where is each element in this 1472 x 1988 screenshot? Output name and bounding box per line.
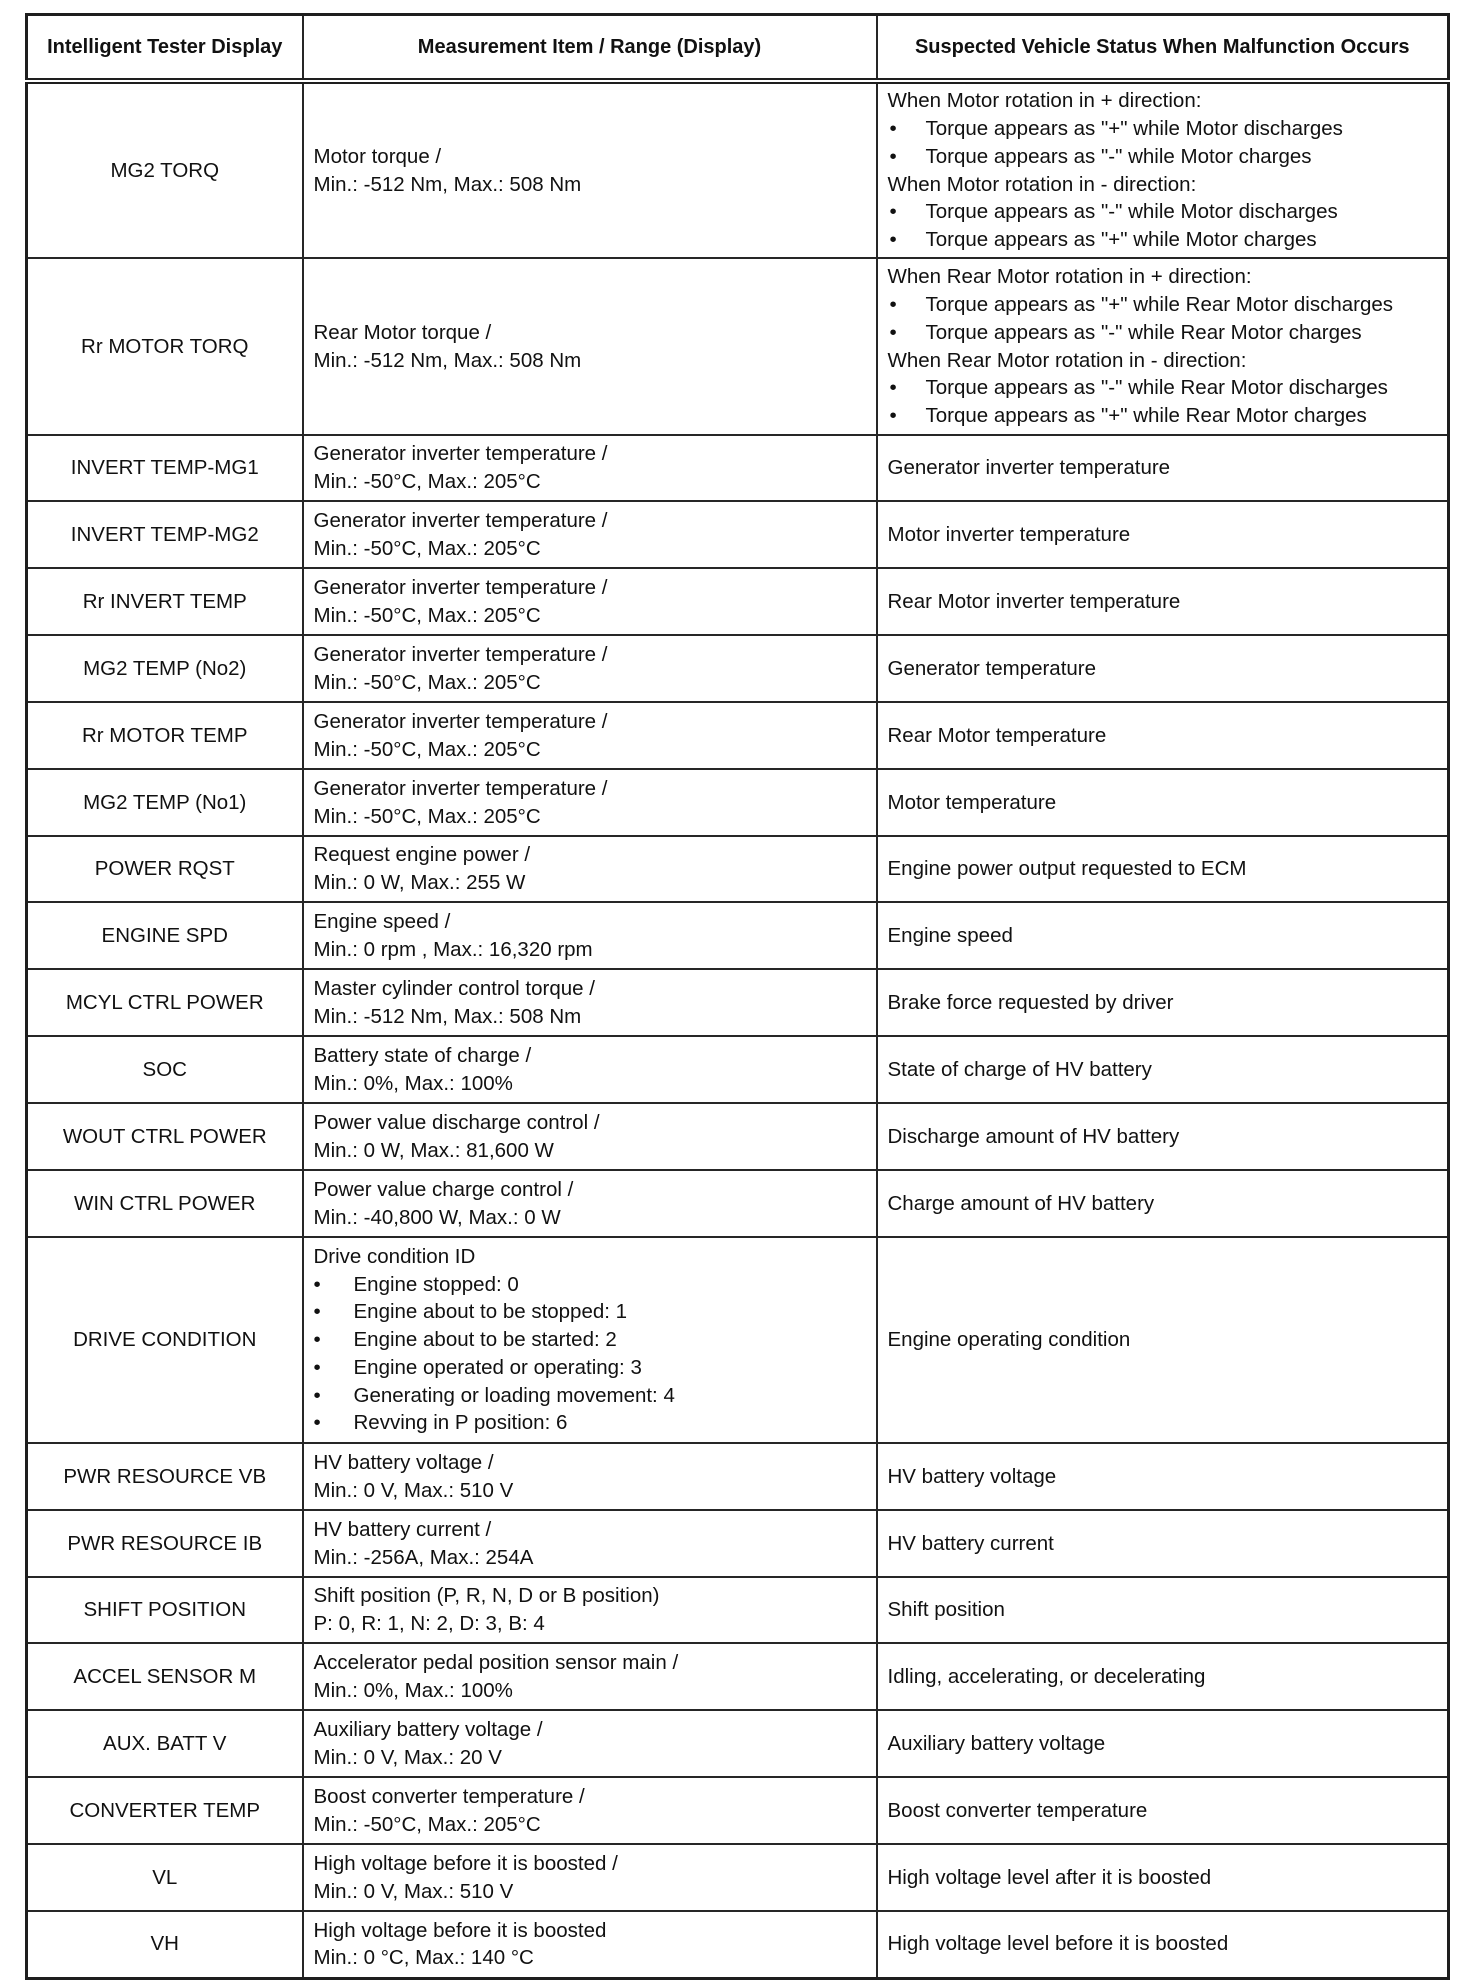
status-line: Motor temperature bbox=[887, 790, 1057, 814]
cell-measurement bbox=[303, 1844, 877, 1911]
status-line: Discharge amount of HV battery bbox=[887, 1124, 1180, 1148]
cell-tester-display: INVERT TEMP-MG1 bbox=[27, 435, 303, 501]
table-row bbox=[27, 1911, 1449, 1978]
cell-tester-display: SOC bbox=[27, 1036, 303, 1103]
status-line: When Motor rotation in + direction: bbox=[887, 89, 1202, 113]
cell-measurement bbox=[303, 568, 877, 635]
cell-suspected-status bbox=[877, 1510, 1449, 1577]
table-row bbox=[27, 1844, 1449, 1911]
cell-tester-display: ACCEL SENSOR M bbox=[27, 1643, 303, 1710]
cell-suspected-status bbox=[877, 1036, 1449, 1103]
status-line: Motor inverter temperature bbox=[887, 522, 1131, 546]
cell-tester-display: CONVERTER TEMP bbox=[27, 1777, 303, 1844]
table-row bbox=[27, 501, 1449, 568]
table-row bbox=[27, 702, 1449, 769]
cell-measurement bbox=[303, 501, 877, 568]
status-line: Brake force requested by driver bbox=[887, 990, 1174, 1014]
measurement-line: Min.: 0 V, Max.: 510 V bbox=[313, 1879, 514, 1903]
status-line: When Motor rotation in - direction: bbox=[887, 172, 1197, 196]
table-header-row bbox=[27, 15, 1449, 82]
status-line: Boost converter temperature bbox=[887, 1798, 1148, 1822]
cell-suspected-status bbox=[877, 81, 1449, 258]
measurement-line: Shift position (P, R, N, D or B position) bbox=[313, 1584, 660, 1608]
measurement-line: Generator inverter temperature / bbox=[313, 776, 608, 800]
cell-tester-display: Rr MOTOR TORQ bbox=[27, 258, 303, 435]
cell-tester-display: AUX. BATT V bbox=[27, 1710, 303, 1777]
table-row bbox=[27, 902, 1449, 969]
cell-suspected-status bbox=[877, 1710, 1449, 1777]
table-body bbox=[27, 81, 1449, 1978]
table-row bbox=[27, 1643, 1449, 1710]
status-line: Auxiliary battery voltage bbox=[887, 1731, 1106, 1755]
cell-suspected-status bbox=[877, 969, 1449, 1036]
status-line: Generator inverter temperature bbox=[887, 456, 1171, 480]
cell-tester-display: Rr MOTOR TEMP bbox=[27, 702, 303, 769]
table-row bbox=[27, 1036, 1449, 1103]
cell-tester-display: WIN CTRL POWER bbox=[27, 1170, 303, 1237]
table-row bbox=[27, 1237, 1449, 1443]
measurement-bullet: • Engine stopped: 0 bbox=[314, 1271, 866, 1299]
cell-tester-display: ENGINE SPD bbox=[27, 902, 303, 969]
measurement-line: Min.: -50°C, Max.: 205°C bbox=[313, 536, 541, 560]
table-row bbox=[27, 769, 1449, 836]
measurement-line: Min.: -40,800 W, Max.: 0 W bbox=[313, 1205, 561, 1229]
cell-measurement bbox=[303, 1510, 877, 1577]
cell-measurement bbox=[303, 1237, 877, 1443]
measurement-bullet: • Engine operated or operating: 3 bbox=[314, 1354, 866, 1382]
cell-measurement bbox=[303, 1577, 877, 1643]
cell-measurement bbox=[303, 81, 877, 258]
measurement-bullet: • Engine about to be started: 2 bbox=[314, 1326, 866, 1354]
measurement-line: Master cylinder control torque / bbox=[313, 976, 595, 1000]
cell-tester-display: POWER RQST bbox=[27, 836, 303, 902]
status-bullet: • Torque appears as "+" while Rear Motor discharges bbox=[888, 291, 1438, 319]
table-row bbox=[27, 635, 1449, 702]
cell-measurement bbox=[303, 1170, 877, 1237]
cell-suspected-status bbox=[877, 635, 1449, 702]
cell-measurement bbox=[303, 1036, 877, 1103]
cell-measurement bbox=[303, 902, 877, 969]
status-line: Rear Motor inverter temperature bbox=[887, 589, 1181, 613]
status-line: Engine power output requested to ECM bbox=[887, 857, 1247, 881]
cell-suspected-status bbox=[877, 702, 1449, 769]
measurement-line: Min.: 0%, Max.: 100% bbox=[313, 1678, 513, 1702]
cell-suspected-status bbox=[877, 1577, 1449, 1643]
measurement-line: Min.: 0 °C, Max.: 140 °C bbox=[313, 1946, 534, 1970]
measurement-line: Generator inverter temperature / bbox=[313, 575, 608, 599]
measurement-line: Engine speed / bbox=[313, 909, 451, 933]
measurement-line: High voltage before it is boosted bbox=[313, 1918, 607, 1942]
measurement-line: Request engine power / bbox=[313, 843, 531, 867]
cell-suspected-status bbox=[877, 258, 1449, 435]
cell-suspected-status bbox=[877, 435, 1449, 501]
cell-suspected-status bbox=[877, 1170, 1449, 1237]
measurement-line: Min.: -50°C, Max.: 205°C bbox=[313, 670, 541, 694]
cell-measurement bbox=[303, 1103, 877, 1170]
status-line: High voltage level after it is boosted bbox=[887, 1865, 1212, 1889]
status-line: Generator temperature bbox=[887, 656, 1097, 680]
status-bullet: • Torque appears as "-" while Rear Motor charges bbox=[888, 319, 1438, 347]
cell-suspected-status bbox=[877, 836, 1449, 902]
measurement-line: Min.: 0 W, Max.: 255 W bbox=[313, 871, 526, 894]
cell-tester-display: MG2 TEMP (No1) bbox=[27, 769, 303, 836]
measurement-line: Power value discharge control / bbox=[313, 1110, 600, 1134]
measurement-line: Power value charge control / bbox=[313, 1177, 574, 1201]
table-row bbox=[27, 435, 1449, 501]
measurement-line: Boost converter temperature / bbox=[313, 1784, 585, 1808]
cell-suspected-status bbox=[877, 1443, 1449, 1510]
data-list-table bbox=[25, 13, 1450, 1980]
cell-tester-display: MG2 TORQ bbox=[27, 81, 303, 258]
cell-suspected-status bbox=[877, 568, 1449, 635]
cell-tester-display: INVERT TEMP-MG2 bbox=[27, 501, 303, 568]
table-row bbox=[27, 1777, 1449, 1844]
measurement-bullet: • Revving in P position: 6 bbox=[314, 1409, 866, 1437]
cell-measurement bbox=[303, 769, 877, 836]
status-line: Idling, accelerating, or decelerating bbox=[887, 1664, 1206, 1688]
measurement-line: Motor torque / bbox=[313, 144, 442, 168]
measurement-line: Accelerator pedal position sensor main / bbox=[313, 1650, 679, 1674]
measurement-line: Generator inverter temperature / bbox=[313, 709, 608, 733]
measurement-line: High voltage before it is boosted / bbox=[313, 1851, 618, 1875]
table-row bbox=[27, 81, 1449, 258]
status-line: Engine operating condition bbox=[887, 1328, 1131, 1352]
measurement-line: Min.: 0%, Max.: 100% bbox=[313, 1071, 513, 1095]
measurement-line: Min.: -50°C, Max.: 205°C bbox=[313, 1812, 541, 1836]
status-line: When Rear Motor rotation in + direction: bbox=[887, 265, 1252, 289]
cell-measurement bbox=[303, 1911, 877, 1978]
status-bullet: • Torque appears as "+" while Rear Motor charges bbox=[888, 402, 1438, 430]
status-line: High voltage level before it is boosted bbox=[887, 1932, 1229, 1956]
measurement-line: Rear Motor torque / bbox=[313, 320, 492, 344]
status-bullet: • Torque appears as "+" while Motor charges bbox=[888, 226, 1438, 254]
cell-suspected-status bbox=[877, 1643, 1449, 1710]
status-bullet: • Torque appears as "-" while Motor discharges bbox=[888, 198, 1438, 226]
measurement-line: Min.: -50°C, Max.: 205°C bbox=[313, 603, 541, 627]
measurement-line: Min.: 0 V, Max.: 510 V bbox=[313, 1478, 514, 1502]
table-row bbox=[27, 1170, 1449, 1237]
cell-measurement bbox=[303, 258, 877, 435]
table-row bbox=[27, 1443, 1449, 1510]
cell-measurement bbox=[303, 702, 877, 769]
measurement-bullet: • Generating or loading movement: 4 bbox=[314, 1382, 866, 1410]
cell-suspected-status bbox=[877, 902, 1449, 969]
table-row bbox=[27, 1577, 1449, 1643]
table-row bbox=[27, 1710, 1449, 1777]
measurement-title: Drive condition ID bbox=[313, 1245, 476, 1269]
cell-measurement bbox=[303, 635, 877, 702]
status-line: HV battery current bbox=[887, 1531, 1054, 1555]
measurement-line: P: 0, R: 1, N: 2, D: 3, B: 4 bbox=[313, 1612, 545, 1635]
measurement-line: Battery state of charge / bbox=[313, 1043, 532, 1067]
cell-measurement bbox=[303, 1710, 877, 1777]
cell-tester-display: VH bbox=[27, 1911, 303, 1978]
cell-measurement bbox=[303, 1443, 877, 1510]
cell-suspected-status bbox=[877, 1844, 1449, 1911]
status-bullet: • Torque appears as "-" while Rear Motor discharges bbox=[888, 374, 1438, 402]
cell-tester-display: PWR RESOURCE IB bbox=[27, 1510, 303, 1577]
cell-measurement bbox=[303, 1777, 877, 1844]
cell-tester-display: WOUT CTRL POWER bbox=[27, 1103, 303, 1170]
cell-measurement bbox=[303, 435, 877, 501]
cell-suspected-status bbox=[877, 1777, 1449, 1844]
measurement-line: Generator inverter temperature / bbox=[313, 508, 608, 532]
cell-measurement bbox=[303, 969, 877, 1036]
cell-tester-display: MG2 TEMP (No2) bbox=[27, 635, 303, 702]
measurement-line: Min.: 0 rpm , Max.: 16,320 rpm bbox=[313, 937, 593, 961]
status-line: Engine speed bbox=[887, 923, 1013, 947]
measurement-line: Min.: -256A, Max.: 254A bbox=[313, 1545, 534, 1569]
table-row bbox=[27, 836, 1449, 902]
table-row bbox=[27, 969, 1449, 1036]
cell-suspected-status bbox=[877, 1103, 1449, 1170]
cell-tester-display: SHIFT POSITION bbox=[27, 1577, 303, 1643]
cell-tester-display: MCYL CTRL POWER bbox=[27, 969, 303, 1036]
measurement-line: Auxiliary battery voltage / bbox=[313, 1717, 543, 1741]
cell-suspected-status bbox=[877, 1237, 1449, 1443]
status-bullet: • Torque appears as "+" while Motor discharges bbox=[888, 115, 1438, 143]
table-row bbox=[27, 1103, 1449, 1170]
measurement-line: Min.: -50°C, Max.: 205°C bbox=[313, 737, 541, 761]
measurement-line: Generator inverter temperature / bbox=[313, 642, 608, 666]
measurement-bullet: • Engine about to be stopped: 1 bbox=[314, 1298, 866, 1326]
cell-tester-display: PWR RESOURCE VB bbox=[27, 1443, 303, 1510]
header-measurement-item: Measurement Item / Range (Display) bbox=[303, 15, 877, 82]
measurement-line: Min.: -512 Nm, Max.: 508 Nm bbox=[313, 172, 582, 196]
cell-suspected-status bbox=[877, 769, 1449, 836]
status-line: When Rear Motor rotation in - direction: bbox=[887, 348, 1247, 372]
cell-suspected-status bbox=[877, 501, 1449, 568]
status-line: Rear Motor temperature bbox=[887, 723, 1107, 747]
measurement-line: Min.: 0 W, Max.: 81,600 W bbox=[313, 1138, 554, 1162]
status-line: Shift position bbox=[887, 1598, 1005, 1622]
status-line: State of charge of HV battery bbox=[887, 1057, 1152, 1081]
measurement-line: Min.: -50°C, Max.: 205°C bbox=[313, 804, 541, 828]
measurement-line: Min.: -512 Nm, Max.: 508 Nm bbox=[313, 348, 582, 372]
cell-tester-display: DRIVE CONDITION bbox=[27, 1237, 303, 1443]
table-row bbox=[27, 568, 1449, 635]
measurement-line: Min.: 0 V, Max.: 20 V bbox=[313, 1745, 502, 1769]
cell-measurement bbox=[303, 1643, 877, 1710]
measurement-line: Generator inverter temperature / bbox=[313, 442, 608, 466]
cell-tester-display: VL bbox=[27, 1844, 303, 1911]
measurement-line: Min.: -50°C, Max.: 205°C bbox=[313, 470, 541, 493]
header-suspected-status: Suspected Vehicle Status When Malfunction Occurs bbox=[877, 15, 1449, 82]
status-bullet: • Torque appears as "-" while Motor charges bbox=[888, 143, 1438, 171]
header-tester-display: Intelligent Tester Display bbox=[27, 15, 303, 82]
document-page bbox=[25, 13, 1447, 1980]
cell-measurement bbox=[303, 836, 877, 902]
cell-tester-display: Rr INVERT TEMP bbox=[27, 568, 303, 635]
measurement-line: HV battery current / bbox=[313, 1517, 492, 1541]
status-line: HV battery voltage bbox=[887, 1464, 1057, 1488]
status-line: Charge amount of HV battery bbox=[887, 1191, 1155, 1215]
cell-suspected-status bbox=[877, 1911, 1449, 1978]
measurement-line: Min.: -512 Nm, Max.: 508 Nm bbox=[313, 1004, 582, 1028]
measurement-line: HV battery voltage / bbox=[313, 1450, 494, 1474]
table-row bbox=[27, 1510, 1449, 1577]
table-row bbox=[27, 258, 1449, 435]
